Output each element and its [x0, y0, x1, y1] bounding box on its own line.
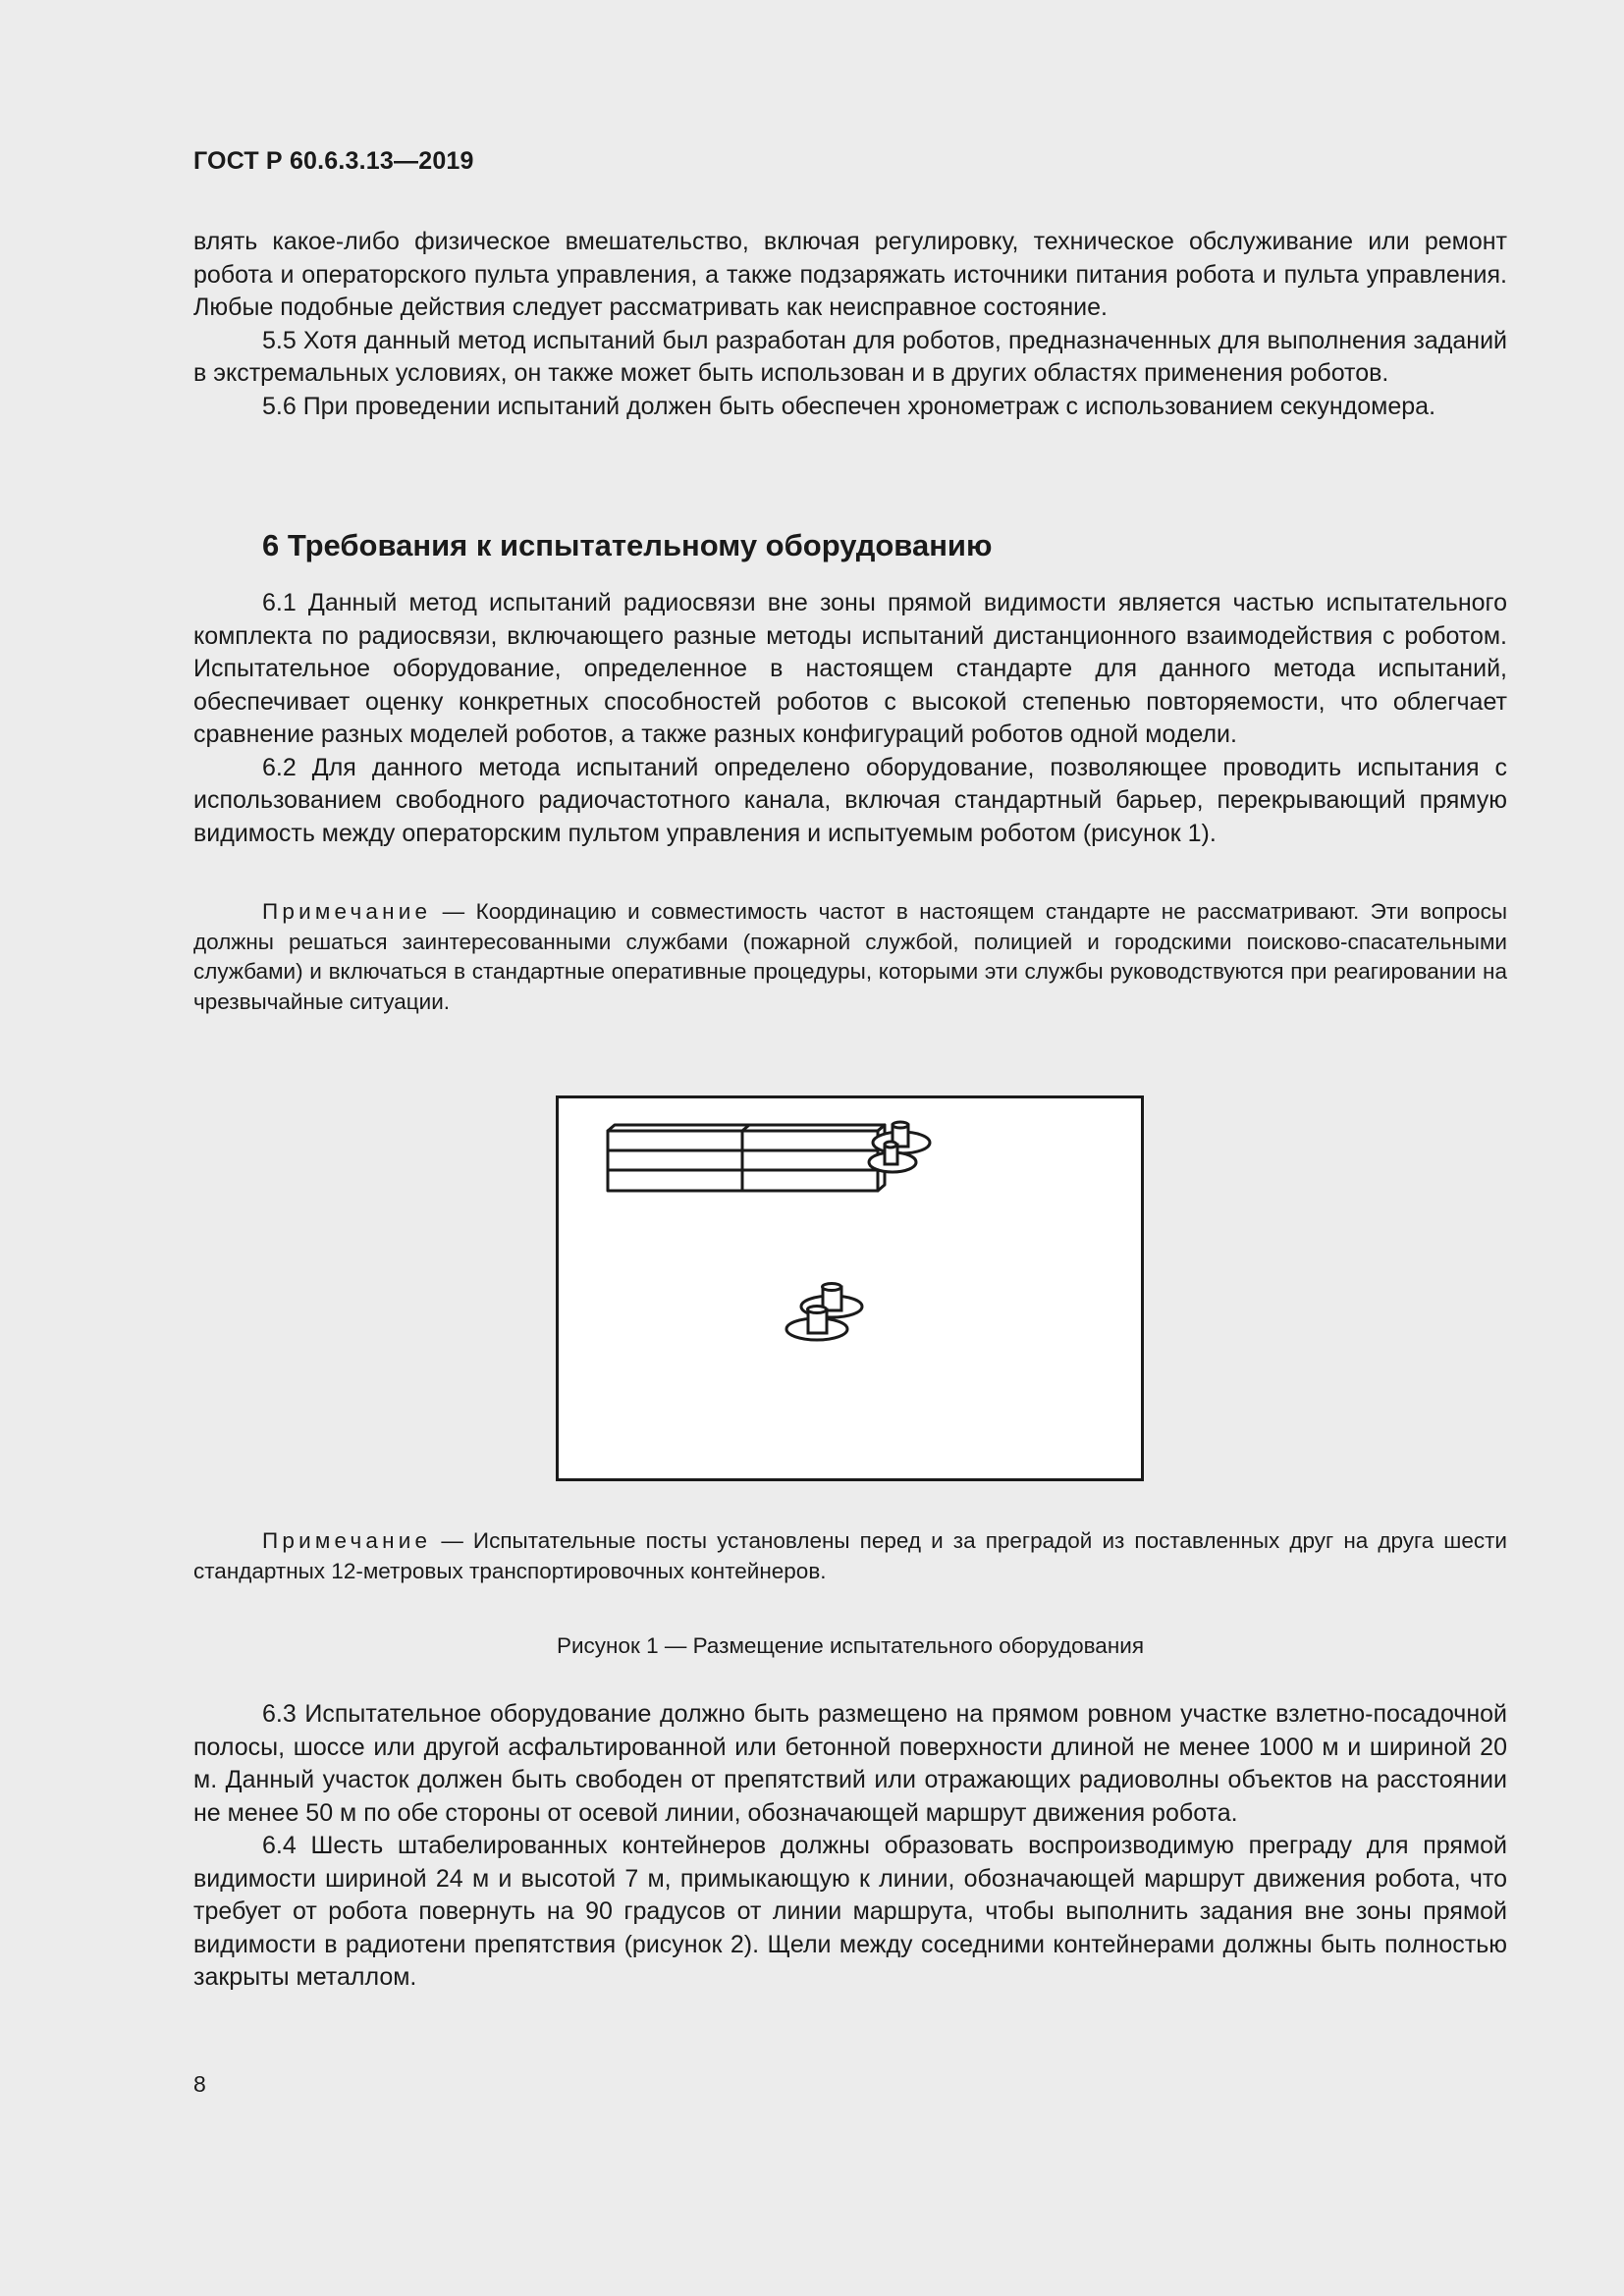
final-text-block: [193, 1698, 1507, 1995]
section-6-text-block: [193, 587, 1507, 850]
note-test-stations: [193, 1526, 1507, 1586]
paragraph-5-6: 5.6 При проведении испытаний должен быть обеспечен хронометраж с использованием секундомера.: [262, 392, 1436, 420]
intro-text-block: [193, 226, 1507, 423]
paragraph-6-4: 6.4 Шесть штабелированных контейнеров должны образовать воспроизводимую преграду для прямой видимости шириной 24 м и высотой 7 м, примыкающую к линии, обозначающей маршрут движения робота, что требует от робота повернуть на 90 градусов от линии маршрута, чтобы выполнить задания вне зоны прямой видимости в радиотени препятствия (рисунок 2). Щели между соседними контейнерами должны быть полностью закрыты металлом.: [193, 1832, 1507, 1991]
paragraph-6-2: 6.2 Для данного метода испытаний определено оборудование, позволяющее проводить испытания с использованием свободного радиочастотного канала, включая стандартный барьер, перекрывающий прямую видимость между операторским пультом управления и испытуемым роботом (рисунок 1).: [193, 753, 1507, 847]
section-6-title: 6 Требования к испытательному оборудованию: [262, 528, 993, 562]
note-text: — Испытательные посты установлены перед и за преградой из поставленных друг на друга шести стандартных 12-метровых транспортировочных контейнеров.: [193, 1528, 1507, 1583]
note-label: Примечание: [262, 1528, 432, 1553]
note-text: — Координацию и совместимость частот в настоящем стандарте не рассматривают. Эти вопросы должны решаться заинтересованными службами (пожарной службой, полицией и городскими поисково-спасательными службами) и включаться в стандартные оперативные процедуры, которыми эти службы руководствуются при реагировании на чрезвычайные ситуации.: [193, 899, 1507, 1014]
station-cylinder-top: [893, 1122, 908, 1128]
note-label: Примечание: [262, 899, 432, 924]
paragraph-5-5: 5.5 Хотя данный метод испытаний был разработан для роботов, предназначенных для выполнения заданий в экстремальных условиях, он также может быть использован и в других областях применения роботов.: [193, 326, 1507, 387]
paragraph-6-1: 6.1 Данный метод испытаний радиосвязи вне зоны прямой видимости является частью испытательного комплекта по радиосвязи, включающего разные методы испытаний дистанционного взаимодействия с роботом. Испытательное оборудование, определенное в настоящем стандарте для данного метода испытаний, обеспечивает оценку конкретных способностей роботов с высокой степенью повторяемости, что облегчает сравнение разных моделей роботов, а также разных конфигураций роботов одной модели.: [193, 589, 1507, 748]
figure-frame: [558, 1097, 1143, 1480]
figure-equipment-layout: [556, 1095, 1144, 1481]
page-number: 8: [193, 2071, 206, 2097]
figure-caption: Рисунок 1 — Размещение испытательного оборудования: [556, 1633, 1145, 1658]
station-cylinder-top: [823, 1284, 841, 1291]
document-code-header: ГОСТ Р 60.6.3.13—2019: [193, 147, 474, 175]
paragraph-6-3: 6.3 Испытательное оборудование должно быть размещено на прямом ровном участке взлетно-посадочной полосы, шоссе или другой асфальтированной или бетонной поверхности длиной не менее 1000 м и шириной 20 м. Данный участок должен быть свободен от препятствий или отражающих радиоволны объектов на расстоянии не менее 50 м по обе стороны от осевой линии, обозначающей маршрут движения робота.: [193, 1700, 1507, 1827]
note-frequency-coordination: [193, 897, 1507, 1017]
station-cylinder-top: [885, 1142, 896, 1148]
paragraph-continuation: влять какое-либо физическое вмешательство, включая регулировку, техническое обслуживание или ремонт робота и операторского пульта управления, а также подзаряжать источники питания робота и пульта управления. Любые подобные действия следует рассматривать как неисправное состояние.: [193, 228, 1507, 321]
station-cylinder-top: [808, 1307, 827, 1313]
